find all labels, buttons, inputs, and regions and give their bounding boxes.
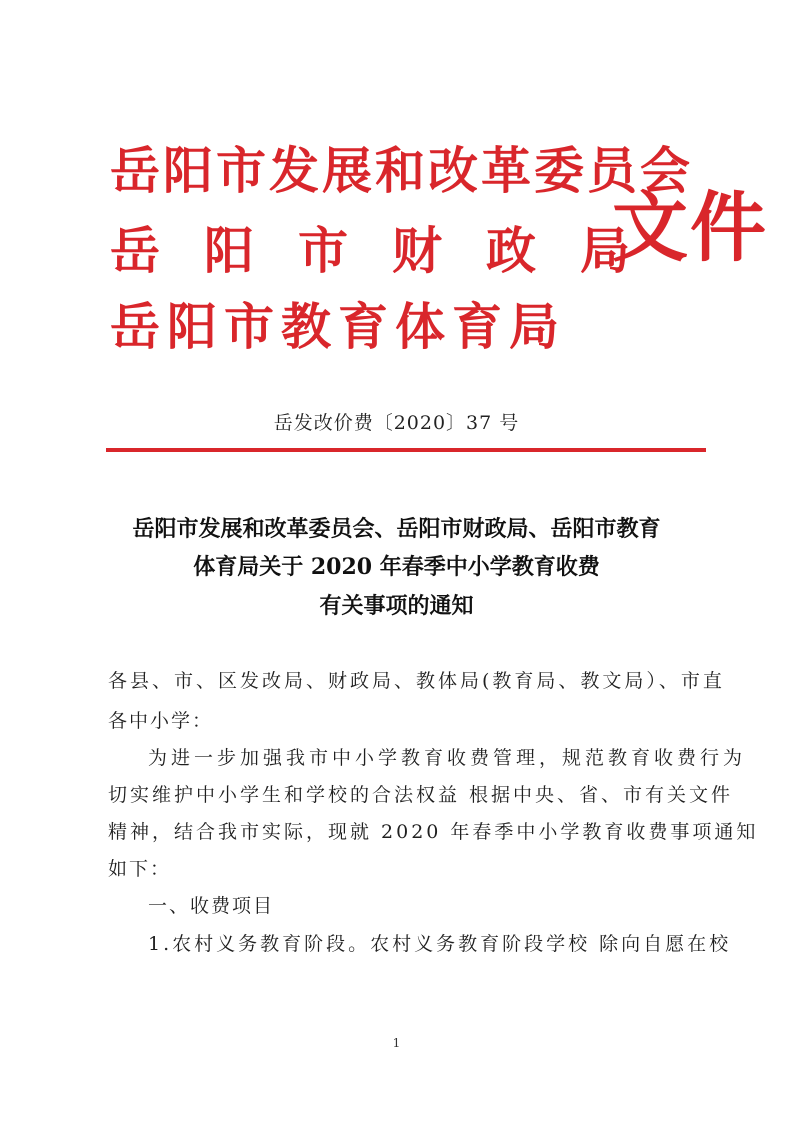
- intro-paragraph-line-1: 为进一步加强我市中小学教育收费管理，规范教育收费行为: [148, 747, 747, 769]
- title-line-1: 岳阳市发展和改革委员会、岳阳市财政局、岳阳市教育: [132, 516, 661, 542]
- recipients-line-cont: 各中小学：: [108, 710, 214, 732]
- issuer-ndrc: 岳阳市发展和改革委员会: [110, 141, 693, 200]
- red-divider: [106, 448, 706, 452]
- title-line-2: 体育局关于 2020 年春季中小学教育收费: [193, 554, 600, 580]
- item-1-line: 1.农村义务教育阶段。农村义务教育阶段学校 除向自愿在校: [148, 933, 732, 955]
- intro-paragraph-line-2: 切实维护中小学生和学校的合法权益 根据中央、省、市有关文件: [108, 784, 734, 806]
- intro-paragraph-line-3: 精神，结合我市实际，现就 2020 年春季中小学教育收费事项通知: [108, 821, 759, 843]
- recipients-line: 各县、市、区发改局、财政局、教体局(教育局、教文局）、市直: [108, 670, 725, 692]
- issuer-finance-bureau: 岳阳市财政局: [110, 221, 674, 280]
- issuer-education-sports-bureau: 岳阳市教育体育局: [110, 297, 566, 356]
- page-number: 1: [392, 1036, 401, 1050]
- title-line-3: 有关事项的通知: [319, 593, 474, 619]
- intro-paragraph-line-4: 如下：: [108, 858, 172, 880]
- document-mark: 文件: [612, 183, 768, 272]
- section-heading: 一、收费项目: [148, 895, 275, 917]
- document-number: 岳发改价费〔2020〕37 号: [273, 412, 520, 434]
